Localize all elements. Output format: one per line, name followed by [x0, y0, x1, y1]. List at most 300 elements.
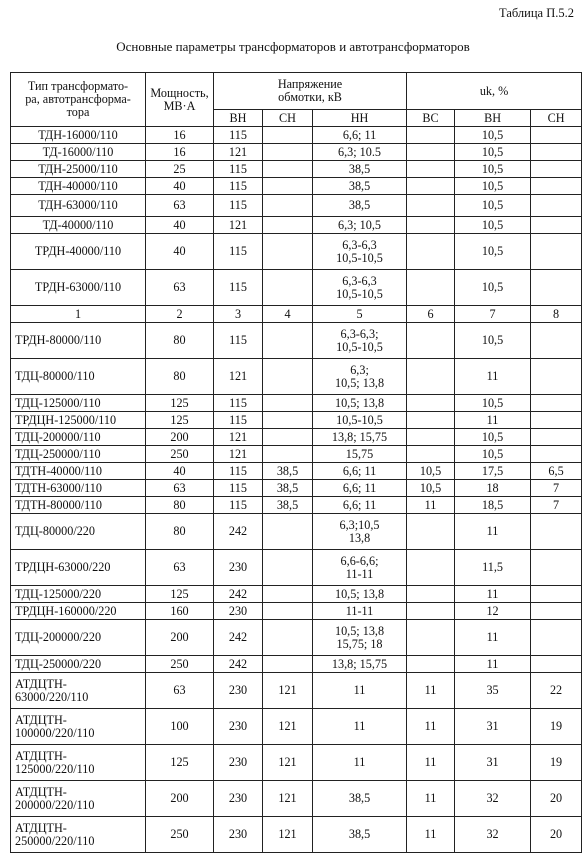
table-row [11, 195, 582, 217]
uk-vs-cell [407, 323, 455, 359]
voltage-vn-cell: 115 [214, 161, 263, 178]
voltage-vn-cell: 242 [214, 586, 263, 603]
table-row [11, 217, 582, 234]
type-cell-line: 250000/220/110 [15, 833, 95, 848]
column-number-cell: 4 [263, 306, 313, 323]
type-cell-line: ТДЦ-200000/220 [15, 630, 102, 644]
uk-sn-cell: 20 [531, 781, 582, 817]
type-cell [11, 463, 146, 480]
voltage-nn-cell [313, 144, 407, 161]
voltage-nn-cell-line: 6,3-6,3 [342, 237, 377, 252]
voltage-nn-cell-line: 6,3-6,3 [342, 273, 377, 288]
uk-vs-cell: 11 [407, 497, 455, 514]
power-cell: 200 [146, 429, 214, 446]
type-cell [11, 178, 146, 195]
uk-vn-cell: 11 [455, 359, 531, 395]
uk-sn-cell: 19 [531, 745, 582, 781]
voltage-nn-cell [313, 323, 407, 359]
uk-sn-cell [531, 195, 582, 217]
type-cell-line: ТД-16000/110 [42, 144, 114, 159]
voltage-vn-cell: 121 [214, 359, 263, 395]
power-cell: 80 [146, 359, 214, 395]
power-cell: 160 [146, 603, 214, 620]
table-row [11, 603, 582, 620]
uk-vn-cell: 10,5 [455, 395, 531, 412]
table-body [11, 73, 582, 853]
voltage-vn-cell: 115 [214, 270, 263, 306]
voltage-nn-cell-line: 6,3;10,5 [339, 517, 380, 532]
power-cell: 125 [146, 586, 214, 603]
uk-sn-cell [531, 620, 582, 656]
power-cell: 125 [146, 395, 214, 412]
voltage-sn-cell: 121 [263, 817, 313, 853]
subheader-uk-vs: ВС [407, 110, 455, 127]
column-number-row [11, 306, 582, 323]
table-row [11, 709, 582, 745]
table-row [11, 497, 582, 514]
voltage-sn-cell: 38,5 [263, 463, 313, 480]
type-cell-line: ТРДН-40000/110 [34, 244, 122, 258]
voltage-nn-cell-line: 6,3-6,3; [340, 326, 379, 341]
voltage-nn-cell [313, 620, 407, 656]
voltage-nn-cell-line: 10,5; 13,8 [334, 586, 385, 601]
uk-vs-cell: 10,5 [407, 463, 455, 480]
uk-sn-cell [531, 127, 582, 144]
voltage-nn-cell-line: 13,8; 15,75 [331, 656, 388, 671]
uk-vs-cell [407, 620, 455, 656]
type-cell-line: ТДН-63000/110 [38, 198, 118, 212]
voltage-vn-cell: 230 [214, 781, 263, 817]
voltage-nn-cell-line: 38,5 [348, 161, 371, 176]
table-row [11, 412, 582, 429]
uk-vs-cell: 11 [407, 781, 455, 817]
uk-header: uk, % [407, 73, 582, 110]
voltage-header-line: Напряжение [277, 77, 343, 91]
power-header [146, 73, 214, 127]
uk-vs-cell [407, 217, 455, 234]
type-cell-line: ТД-40000/110 [42, 217, 114, 232]
voltage-vn-cell: 115 [214, 463, 263, 480]
power-cell: 25 [146, 161, 214, 178]
voltage-vn-cell: 230 [214, 745, 263, 781]
type-cell-line: АТДЦТН- [15, 712, 67, 727]
voltage-nn-cell-line: 11 [353, 683, 366, 697]
voltage-sn-cell [263, 586, 313, 603]
type-cell [11, 395, 146, 412]
type-cell [11, 514, 146, 550]
type-cell [11, 127, 146, 144]
voltage-sn-cell [263, 514, 313, 550]
uk-vs-cell [407, 161, 455, 178]
table-row [11, 178, 582, 195]
uk-vn-cell: 10,5 [455, 270, 531, 306]
voltage-sn-cell [263, 603, 313, 620]
column-number-cell: 2 [146, 306, 214, 323]
power-cell: 250 [146, 817, 214, 853]
voltage-sn-cell [263, 144, 313, 161]
column-number-cell: 7 [455, 306, 531, 323]
uk-vn-cell: 10,5 [455, 323, 531, 359]
voltage-vn-cell: 121 [214, 429, 263, 446]
voltage-nn-cell-line: 6,6; 11 [342, 480, 377, 495]
uk-sn-cell: 6,5 [531, 463, 582, 480]
power-cell: 40 [146, 234, 214, 270]
type-cell [11, 412, 146, 429]
uk-vs-cell [407, 446, 455, 463]
voltage-nn-cell-line: 38,5 [348, 198, 371, 212]
uk-vn-cell: 18 [455, 480, 531, 497]
column-number-cell: 3 [214, 306, 263, 323]
voltage-sn-cell [263, 412, 313, 429]
voltage-sn-cell: 121 [263, 709, 313, 745]
uk-vs-cell: 11 [407, 673, 455, 709]
voltage-nn-cell-line: 38,5 [348, 791, 371, 805]
uk-vs-cell [407, 144, 455, 161]
uk-vn-cell: 32 [455, 781, 531, 817]
header-row [11, 73, 582, 110]
type-header [11, 73, 146, 127]
type-cell-line: ТДН-16000/110 [38, 127, 118, 142]
power-cell: 125 [146, 412, 214, 429]
uk-vs-cell [407, 127, 455, 144]
voltage-vn-cell: 230 [214, 603, 263, 620]
voltage-nn-cell [313, 480, 407, 497]
uk-vn-cell: 32 [455, 817, 531, 853]
type-cell [11, 446, 146, 463]
type-cell-line: 63000/220/110 [15, 689, 89, 704]
voltage-vn-cell: 230 [214, 550, 263, 586]
type-cell [11, 195, 146, 217]
voltage-nn-cell-line: 38,5 [348, 827, 371, 841]
type-cell-line: ТРДН-63000/110 [34, 280, 122, 294]
power-cell: 16 [146, 144, 214, 161]
power-cell: 63 [146, 673, 214, 709]
voltage-nn-cell-line: 10,5-10,5 [336, 412, 383, 427]
uk-sn-cell [531, 656, 582, 673]
type-cell [11, 603, 146, 620]
uk-sn-cell [531, 603, 582, 620]
voltage-sn-cell [263, 359, 313, 395]
voltage-nn-cell-line: 6,6-6,6; [340, 553, 379, 568]
uk-sn-cell [531, 161, 582, 178]
table-row [11, 127, 582, 144]
voltage-nn-cell-line: 10,5; 13,8 [334, 375, 385, 390]
voltage-sn-cell [263, 217, 313, 234]
voltage-nn-cell [313, 446, 407, 463]
voltage-nn-cell-line: 10,5-10,5 [336, 286, 383, 301]
uk-vn-cell: 10,5 [455, 127, 531, 144]
voltage-vn-cell: 230 [214, 673, 263, 709]
subheader-uk-vn: ВН [455, 110, 531, 127]
voltage-nn-cell-line: 6,3; [350, 362, 369, 377]
table-row [11, 429, 582, 446]
type-cell-line: ТРДЦН-160000/220 [15, 603, 117, 618]
voltage-vn-cell: 115 [214, 323, 263, 359]
voltage-vn-cell: 121 [214, 217, 263, 234]
uk-sn-cell [531, 359, 582, 395]
table-row [11, 395, 582, 412]
voltage-nn-cell [313, 359, 407, 395]
voltage-sn-cell [263, 395, 313, 412]
uk-vn-cell: 11,5 [455, 550, 531, 586]
voltage-nn-cell-line: 13,8; 15,75 [331, 429, 388, 444]
voltage-nn-cell-line: 6,3; 10,5 [338, 217, 382, 232]
type-cell-line: 100000/220/110 [15, 725, 95, 740]
table-row [11, 673, 582, 709]
uk-sn-cell [531, 550, 582, 586]
type-cell-line: ТРДЦН-125000/110 [15, 412, 117, 427]
uk-vs-cell [407, 395, 455, 412]
uk-vs-cell [407, 429, 455, 446]
type-cell-line: АТДЦТН- [15, 784, 67, 799]
power-cell: 80 [146, 514, 214, 550]
uk-vs-cell: 11 [407, 817, 455, 853]
voltage-vn-cell: 242 [214, 620, 263, 656]
power-cell: 63 [146, 195, 214, 217]
uk-vs-cell [407, 178, 455, 195]
column-number-cell: 6 [407, 306, 455, 323]
type-cell-line: АТДЦТН- [15, 820, 67, 835]
uk-sn-cell [531, 270, 582, 306]
type-cell [11, 586, 146, 603]
voltage-nn-cell [313, 234, 407, 270]
power-cell: 250 [146, 446, 214, 463]
type-cell [11, 781, 146, 817]
uk-vs-cell [407, 514, 455, 550]
type-cell [11, 709, 146, 745]
uk-vn-cell: 10,5 [455, 429, 531, 446]
type-cell-line: ТДЦ-250000/110 [15, 446, 101, 461]
uk-vn-cell: 31 [455, 709, 531, 745]
type-cell [11, 620, 146, 656]
uk-vs-cell [407, 656, 455, 673]
table-row [11, 480, 582, 497]
type-header-line: Тип трансформато- [27, 79, 129, 93]
uk-sn-cell [531, 586, 582, 603]
uk-vn-cell: 10,5 [455, 144, 531, 161]
uk-vs-cell [407, 234, 455, 270]
type-cell [11, 217, 146, 234]
uk-sn-cell [531, 144, 582, 161]
uk-sn-cell [531, 412, 582, 429]
voltage-vn-cell: 115 [214, 480, 263, 497]
uk-vn-cell: 31 [455, 745, 531, 781]
uk-sn-cell: 7 [531, 480, 582, 497]
uk-vs-cell: 11 [407, 709, 455, 745]
voltage-nn-cell-line: 38,5 [348, 178, 371, 193]
uk-vn-cell: 10,5 [455, 161, 531, 178]
uk-sn-cell [531, 514, 582, 550]
subheader-vn: ВН [214, 110, 263, 127]
uk-vn-cell: 35 [455, 673, 531, 709]
power-header-line: Мощность, [150, 85, 209, 100]
uk-vs-cell [407, 270, 455, 306]
type-cell-line: ТРДН-80000/110 [15, 333, 102, 347]
type-cell-line: ТРДЦН-63000/220 [15, 560, 111, 574]
table-row [11, 234, 582, 270]
uk-sn-cell: 20 [531, 817, 582, 853]
power-cell: 63 [146, 550, 214, 586]
voltage-nn-cell [313, 463, 407, 480]
voltage-nn-cell-line: 11 [353, 719, 366, 733]
voltage-sn-cell [263, 620, 313, 656]
table-row [11, 781, 582, 817]
voltage-sn-cell: 38,5 [263, 480, 313, 497]
type-cell [11, 673, 146, 709]
uk-vs-cell [407, 550, 455, 586]
voltage-sn-cell [263, 446, 313, 463]
table-number: Таблица П.5.2 [499, 6, 574, 20]
voltage-nn-cell [313, 497, 407, 514]
voltage-nn-cell [313, 603, 407, 620]
uk-vs-cell: 10,5 [407, 480, 455, 497]
table-row [11, 656, 582, 673]
voltage-nn-cell-line: 6,6; 11 [342, 497, 377, 512]
type-cell-line: ТДЦ-200000/110 [15, 429, 101, 444]
voltage-sn-cell [263, 429, 313, 446]
uk-sn-cell [531, 429, 582, 446]
uk-vn-cell: 11 [455, 620, 531, 656]
uk-vn-cell: 10,5 [455, 178, 531, 195]
uk-vs-cell: 11 [407, 745, 455, 781]
type-cell-line: ТДТН-40000/110 [15, 463, 102, 478]
uk-vn-cell: 18,5 [455, 497, 531, 514]
type-cell-line: ТДЦ-80000/220 [15, 524, 95, 538]
uk-vn-cell: 11 [455, 514, 531, 550]
uk-vn-cell: 11 [455, 412, 531, 429]
voltage-nn-cell-line: 11-11 [345, 566, 374, 581]
power-cell: 80 [146, 497, 214, 514]
table-row [11, 144, 582, 161]
subheader-sn: СН [263, 110, 313, 127]
uk-vn-cell: 10,5 [455, 217, 531, 234]
uk-sn-cell [531, 234, 582, 270]
voltage-sn-cell [263, 270, 313, 306]
type-cell [11, 429, 146, 446]
uk-vn-cell: 11 [455, 656, 531, 673]
voltage-sn-cell: 121 [263, 673, 313, 709]
type-cell [11, 497, 146, 514]
type-cell-line: ТДЦ-250000/220 [15, 656, 102, 671]
voltage-nn-cell [313, 395, 407, 412]
voltage-sn-cell [263, 323, 313, 359]
type-cell [11, 359, 146, 395]
power-cell: 40 [146, 217, 214, 234]
table-row [11, 359, 582, 395]
voltage-nn-cell-line: 10,5-10,5 [336, 339, 383, 354]
voltage-nn-cell [313, 550, 407, 586]
voltage-nn-cell [313, 270, 407, 306]
type-header-line: ра, автотрансформа- [25, 92, 131, 106]
uk-vn-cell: 10,5 [455, 195, 531, 217]
voltage-vn-cell: 242 [214, 514, 263, 550]
power-cell: 63 [146, 480, 214, 497]
voltage-nn-cell-line: 11-11 [345, 603, 374, 618]
type-header-line: тора [66, 105, 90, 119]
type-cell-line: АТДЦТН- [15, 748, 67, 763]
uk-sn-cell: 7 [531, 497, 582, 514]
voltage-nn-cell [313, 656, 407, 673]
voltage-sn-cell: 121 [263, 745, 313, 781]
uk-vn-cell: 11 [455, 586, 531, 603]
power-cell: 250 [146, 656, 214, 673]
table-row [11, 745, 582, 781]
type-cell-line: ТДЦ-80000/110 [15, 369, 95, 383]
type-cell [11, 745, 146, 781]
voltage-nn-cell-line: 11 [353, 755, 366, 769]
voltage-vn-cell: 115 [214, 127, 263, 144]
voltage-header [214, 73, 407, 110]
uk-sn-cell [531, 446, 582, 463]
voltage-nn-cell [313, 178, 407, 195]
uk-sn-cell: 19 [531, 709, 582, 745]
voltage-sn-cell [263, 195, 313, 217]
voltage-nn-cell-line: 6,6; 11 [342, 463, 377, 478]
uk-sn-cell [531, 217, 582, 234]
voltage-nn-cell [313, 586, 407, 603]
voltage-header-line: обмотки, кВ [278, 90, 342, 104]
voltage-nn-cell [313, 817, 407, 853]
power-cell: 40 [146, 178, 214, 195]
type-cell [11, 144, 146, 161]
voltage-nn-cell [313, 709, 407, 745]
table-row [11, 463, 582, 480]
voltage-vn-cell: 115 [214, 234, 263, 270]
uk-vn-cell: 10,5 [455, 446, 531, 463]
power-cell: 40 [146, 463, 214, 480]
type-cell [11, 270, 146, 306]
voltage-nn-cell [313, 745, 407, 781]
uk-sn-cell [531, 178, 582, 195]
power-cell: 100 [146, 709, 214, 745]
column-number-cell: 8 [531, 306, 582, 323]
type-cell-line: ТДЦ-125000/110 [15, 395, 101, 410]
voltage-vn-cell: 230 [214, 817, 263, 853]
type-cell-line: 125000/220/110 [15, 761, 95, 776]
column-number-cell: 1 [11, 306, 146, 323]
type-cell-line: ТДН-40000/110 [38, 178, 118, 193]
table-row [11, 514, 582, 550]
type-cell-line: ТДТН-80000/110 [15, 497, 102, 512]
type-cell-line: АТДЦТН- [15, 676, 67, 691]
voltage-nn-cell [313, 412, 407, 429]
type-cell [11, 234, 146, 270]
type-cell-line: ТДТН-63000/110 [15, 480, 102, 495]
type-cell [11, 323, 146, 359]
type-cell [11, 161, 146, 178]
voltage-vn-cell: 115 [214, 178, 263, 195]
uk-vn-cell: 12 [455, 603, 531, 620]
voltage-nn-cell [313, 161, 407, 178]
uk-vn-cell: 10,5 [455, 234, 531, 270]
voltage-nn-cell-line: 13,8 [348, 530, 371, 545]
voltage-nn-cell-line: 6,3; 10.5 [338, 144, 382, 159]
voltage-vn-cell: 115 [214, 412, 263, 429]
type-cell [11, 656, 146, 673]
voltage-nn-cell-line: 6,6; 11 [342, 127, 377, 142]
voltage-nn-cell [313, 195, 407, 217]
power-cell: 80 [146, 323, 214, 359]
uk-sn-cell [531, 323, 582, 359]
voltage-nn-cell-line: 10,5; 13,8 [334, 395, 385, 410]
power-cell: 200 [146, 620, 214, 656]
type-cell [11, 550, 146, 586]
voltage-vn-cell: 115 [214, 395, 263, 412]
type-cell-line: ТДН-25000/110 [38, 161, 118, 176]
power-header-line: МВ·А [163, 98, 196, 113]
voltage-sn-cell: 121 [263, 781, 313, 817]
uk-vn-cell: 17,5 [455, 463, 531, 480]
